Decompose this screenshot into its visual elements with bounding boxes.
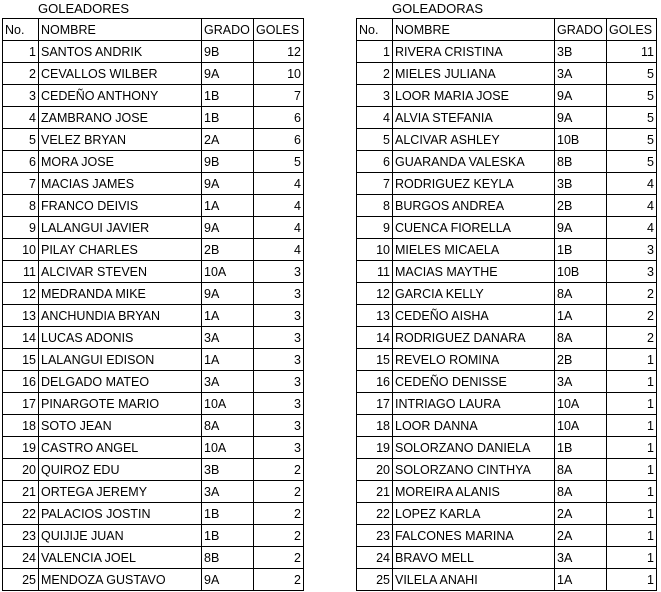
row-number: 5 xyxy=(3,129,39,151)
row-number: 13 xyxy=(357,305,393,327)
table-row xyxy=(3,261,304,283)
row-number: 23 xyxy=(3,525,39,547)
goleadores-table xyxy=(2,18,304,591)
row-name: ANCHUNDIA BRYAN xyxy=(39,305,202,327)
row-goals: 2 xyxy=(254,547,304,569)
table-row xyxy=(357,217,657,239)
header-goles: GOLES xyxy=(607,19,657,41)
table-row xyxy=(357,129,657,151)
table-row xyxy=(357,525,657,547)
row-number: 18 xyxy=(357,415,393,437)
row-number: 21 xyxy=(357,481,393,503)
table-row xyxy=(3,107,304,129)
table-row xyxy=(357,283,657,305)
row-name: LUCAS ADONIS xyxy=(39,327,202,349)
row-number: 14 xyxy=(357,327,393,349)
row-name: QUIJIJE JUAN xyxy=(39,525,202,547)
row-goals: 3 xyxy=(254,371,304,393)
goleadores-block xyxy=(2,0,304,591)
row-grade: 3A xyxy=(202,481,254,503)
row-name: MEDRANDA MIKE xyxy=(39,283,202,305)
row-name: ORTEGA JEREMY xyxy=(39,481,202,503)
row-grade: 9A xyxy=(555,85,607,107)
row-name: CEDEÑO AISHA xyxy=(393,305,555,327)
header-no: No. xyxy=(357,19,393,41)
row-number: 9 xyxy=(357,217,393,239)
header-grado: GRADO xyxy=(555,19,607,41)
row-goals: 2 xyxy=(254,569,304,591)
row-goals: 1 xyxy=(607,503,657,525)
row-number: 8 xyxy=(357,195,393,217)
row-grade: 1B xyxy=(202,107,254,129)
row-grade: 2B xyxy=(202,239,254,261)
table-row xyxy=(3,151,304,173)
row-grade: 3B xyxy=(555,41,607,63)
header-no: No. xyxy=(3,19,39,41)
row-grade: 8B xyxy=(202,547,254,569)
table-row xyxy=(357,173,657,195)
row-grade: 3A xyxy=(202,371,254,393)
row-grade: 9A xyxy=(555,217,607,239)
row-grade: 8A xyxy=(202,415,254,437)
row-number: 22 xyxy=(3,503,39,525)
row-goals: 2 xyxy=(254,481,304,503)
row-number: 20 xyxy=(357,459,393,481)
header-grado: GRADO xyxy=(202,19,254,41)
row-goals: 1 xyxy=(607,415,657,437)
row-goals: 4 xyxy=(254,239,304,261)
row-grade: 1B xyxy=(555,437,607,459)
table-row xyxy=(3,437,304,459)
row-goals: 5 xyxy=(607,63,657,85)
row-name: PINARGOTE MARIO xyxy=(39,393,202,415)
row-number: 1 xyxy=(3,41,39,63)
row-goals: 11 xyxy=(607,41,657,63)
row-name: RIVERA CRISTINA xyxy=(393,41,555,63)
row-goals: 1 xyxy=(607,437,657,459)
table-row xyxy=(3,415,304,437)
table-row xyxy=(357,195,657,217)
table-row xyxy=(3,481,304,503)
row-grade: 2B xyxy=(555,195,607,217)
row-number: 15 xyxy=(3,349,39,371)
row-grade: 3B xyxy=(555,173,607,195)
row-grade: 1B xyxy=(202,525,254,547)
goleadores-body xyxy=(3,41,304,591)
row-number: 12 xyxy=(357,283,393,305)
row-goals: 2 xyxy=(607,327,657,349)
row-number: 16 xyxy=(357,371,393,393)
row-name: SOLORZANO CINTHYA xyxy=(393,459,555,481)
row-goals: 3 xyxy=(607,239,657,261)
row-number: 10 xyxy=(3,239,39,261)
row-goals: 7 xyxy=(254,85,304,107)
row-number: 21 xyxy=(3,481,39,503)
row-number: 13 xyxy=(3,305,39,327)
row-goals: 3 xyxy=(254,261,304,283)
row-name: CUENCA FIORELLA xyxy=(393,217,555,239)
row-name: VALENCIA JOEL xyxy=(39,547,202,569)
table-row xyxy=(3,85,304,107)
row-grade: 1B xyxy=(202,85,254,107)
goleadoras-header-row xyxy=(357,19,657,41)
row-number: 4 xyxy=(3,107,39,129)
table-row xyxy=(3,173,304,195)
row-goals: 4 xyxy=(607,173,657,195)
row-goals: 2 xyxy=(254,525,304,547)
row-number: 15 xyxy=(357,349,393,371)
row-grade: 2A xyxy=(202,129,254,151)
row-name: SOLORZANO DANIELA xyxy=(393,437,555,459)
row-number: 19 xyxy=(357,437,393,459)
row-number: 6 xyxy=(357,151,393,173)
row-goals: 1 xyxy=(607,459,657,481)
header-nombre: NOMBRE xyxy=(39,19,202,41)
row-number: 7 xyxy=(357,173,393,195)
row-name: CEDEÑO ANTHONY xyxy=(39,85,202,107)
row-number: 11 xyxy=(357,261,393,283)
row-name: ALVIA STEFANIA xyxy=(393,107,555,129)
row-name: SANTOS ANDRIK xyxy=(39,41,202,63)
row-goals: 3 xyxy=(254,305,304,327)
row-grade: 9A xyxy=(555,107,607,129)
row-name: REVELO ROMINA xyxy=(393,349,555,371)
row-name: MACIAS JAMES xyxy=(39,173,202,195)
table-row xyxy=(357,261,657,283)
table-row xyxy=(3,459,304,481)
row-goals: 6 xyxy=(254,129,304,151)
row-goals: 3 xyxy=(607,261,657,283)
header-nombre: NOMBRE xyxy=(393,19,555,41)
row-goals: 2 xyxy=(607,305,657,327)
header-goles: GOLES xyxy=(254,19,304,41)
row-grade: 9A xyxy=(202,63,254,85)
row-goals: 5 xyxy=(607,129,657,151)
row-name: MORA JOSE xyxy=(39,151,202,173)
table-row xyxy=(357,151,657,173)
goleadoras-block xyxy=(356,0,657,591)
row-grade: 1B xyxy=(202,503,254,525)
table-row xyxy=(357,459,657,481)
row-name: MIELES JULIANA xyxy=(393,63,555,85)
table-row xyxy=(357,481,657,503)
table-row xyxy=(3,63,304,85)
table-row xyxy=(3,195,304,217)
row-goals: 3 xyxy=(254,437,304,459)
table-row xyxy=(357,305,657,327)
row-grade: 10B xyxy=(555,129,607,151)
row-goals: 4 xyxy=(254,173,304,195)
row-grade: 3B xyxy=(202,459,254,481)
row-name: GUARANDA VALESKA xyxy=(393,151,555,173)
row-name: CEVALLOS WILBER xyxy=(39,63,202,85)
row-number: 3 xyxy=(357,85,393,107)
row-goals: 3 xyxy=(254,349,304,371)
table-row xyxy=(357,371,657,393)
row-grade: 8B xyxy=(555,151,607,173)
row-grade: 10A xyxy=(555,415,607,437)
table-row xyxy=(3,129,304,151)
row-goals: 5 xyxy=(607,107,657,129)
row-number: 8 xyxy=(3,195,39,217)
goleadoras-body xyxy=(357,41,657,591)
row-name: BURGOS ANDREA xyxy=(393,195,555,217)
row-name: SOTO JEAN xyxy=(39,415,202,437)
row-goals: 3 xyxy=(254,327,304,349)
row-name: MIELES MICAELA xyxy=(393,239,555,261)
row-name: INTRIAGO LAURA xyxy=(393,393,555,415)
row-goals: 1 xyxy=(607,569,657,591)
row-name: MACIAS MAYTHE xyxy=(393,261,555,283)
row-number: 3 xyxy=(3,85,39,107)
table-row xyxy=(3,305,304,327)
table-row xyxy=(3,349,304,371)
row-name: LOOR MARIA JOSE xyxy=(393,85,555,107)
table-row xyxy=(357,63,657,85)
row-grade: 10B xyxy=(555,261,607,283)
row-goals: 3 xyxy=(254,415,304,437)
row-name: PALACIOS JOSTIN xyxy=(39,503,202,525)
row-grade: 1B xyxy=(555,239,607,261)
table-row xyxy=(357,569,657,591)
table-row xyxy=(3,217,304,239)
row-goals: 6 xyxy=(254,107,304,129)
row-goals: 1 xyxy=(607,525,657,547)
row-goals: 1 xyxy=(607,371,657,393)
row-goals: 2 xyxy=(254,503,304,525)
row-name: CASTRO ANGEL xyxy=(39,437,202,459)
row-grade: 10A xyxy=(202,393,254,415)
row-number: 2 xyxy=(3,63,39,85)
table-row xyxy=(3,393,304,415)
row-number: 12 xyxy=(3,283,39,305)
row-number: 16 xyxy=(3,371,39,393)
table-row xyxy=(357,85,657,107)
row-number: 14 xyxy=(3,327,39,349)
row-name: ALCIVAR ASHLEY xyxy=(393,129,555,151)
table-row xyxy=(3,283,304,305)
row-goals: 4 xyxy=(254,217,304,239)
goleadores-title: GOLEADORES xyxy=(38,1,130,16)
goleadores-header-row xyxy=(3,19,304,41)
row-name: GARCIA KELLY xyxy=(393,283,555,305)
row-number: 22 xyxy=(357,503,393,525)
row-number: 10 xyxy=(357,239,393,261)
row-number: 20 xyxy=(3,459,39,481)
row-grade: 1A xyxy=(202,349,254,371)
table-row xyxy=(3,239,304,261)
row-name: DELGADO MATEO xyxy=(39,371,202,393)
row-goals: 12 xyxy=(254,41,304,63)
row-grade: 2A xyxy=(555,503,607,525)
row-number: 17 xyxy=(3,393,39,415)
row-goals: 5 xyxy=(607,151,657,173)
row-number: 25 xyxy=(357,569,393,591)
row-goals: 1 xyxy=(607,547,657,569)
row-grade: 10A xyxy=(202,437,254,459)
row-name: LALANGUI EDISON xyxy=(39,349,202,371)
row-name: BRAVO MELL xyxy=(393,547,555,569)
row-name: MOREIRA ALANIS xyxy=(393,481,555,503)
table-row xyxy=(357,393,657,415)
row-number: 9 xyxy=(3,217,39,239)
row-number: 4 xyxy=(357,107,393,129)
row-goals: 4 xyxy=(607,217,657,239)
row-grade: 9B xyxy=(202,41,254,63)
row-grade: 9A xyxy=(202,173,254,195)
row-grade: 3A xyxy=(555,547,607,569)
row-grade: 9A xyxy=(202,283,254,305)
row-number: 17 xyxy=(357,393,393,415)
row-grade: 8A xyxy=(555,283,607,305)
row-goals: 2 xyxy=(254,459,304,481)
table-row xyxy=(357,107,657,129)
row-grade: 1A xyxy=(202,305,254,327)
row-name: VELEZ BRYAN xyxy=(39,129,202,151)
row-number: 24 xyxy=(357,547,393,569)
row-grade: 9A xyxy=(202,569,254,591)
row-grade: 2B xyxy=(555,349,607,371)
row-name: FRANCO DEIVIS xyxy=(39,195,202,217)
row-grade: 10A xyxy=(555,393,607,415)
table-row xyxy=(3,327,304,349)
row-number: 11 xyxy=(3,261,39,283)
row-goals: 10 xyxy=(254,63,304,85)
table-row xyxy=(3,41,304,63)
row-grade: 3A xyxy=(555,63,607,85)
row-grade: 9B xyxy=(202,151,254,173)
row-goals: 1 xyxy=(607,393,657,415)
goleadoras-table xyxy=(356,18,657,591)
table-row xyxy=(3,371,304,393)
row-grade: 2A xyxy=(555,525,607,547)
row-grade: 3A xyxy=(202,327,254,349)
table-row xyxy=(357,503,657,525)
row-number: 1 xyxy=(357,41,393,63)
row-goals: 4 xyxy=(607,195,657,217)
row-grade: 10A xyxy=(202,261,254,283)
row-goals: 5 xyxy=(254,151,304,173)
row-goals: 1 xyxy=(607,481,657,503)
row-name: VILELA ANAHI xyxy=(393,569,555,591)
row-grade: 8A xyxy=(555,459,607,481)
table-row xyxy=(357,349,657,371)
row-grade: 3A xyxy=(555,371,607,393)
table-row xyxy=(3,569,304,591)
row-number: 18 xyxy=(3,415,39,437)
row-name: LOOR DANNA xyxy=(393,415,555,437)
table-row xyxy=(3,525,304,547)
row-name: FALCONES MARINA xyxy=(393,525,555,547)
row-grade: 8A xyxy=(555,327,607,349)
table-row xyxy=(3,547,304,569)
row-name: CEDEÑO DENISSE xyxy=(393,371,555,393)
row-name: RODRIGUEZ DANARA xyxy=(393,327,555,349)
table-row xyxy=(357,239,657,261)
row-goals: 4 xyxy=(254,195,304,217)
table-row xyxy=(357,547,657,569)
row-goals: 1 xyxy=(607,349,657,371)
row-number: 24 xyxy=(3,547,39,569)
row-name: QUIROZ EDU xyxy=(39,459,202,481)
row-goals: 3 xyxy=(254,393,304,415)
row-number: 19 xyxy=(3,437,39,459)
goleadoras-title: GOLEADORAS xyxy=(392,1,484,16)
table-row xyxy=(3,503,304,525)
row-name: RODRIGUEZ KEYLA xyxy=(393,173,555,195)
table-row xyxy=(357,41,657,63)
row-grade: 1A xyxy=(202,195,254,217)
table-row xyxy=(357,437,657,459)
row-grade: 1A xyxy=(555,305,607,327)
row-goals: 2 xyxy=(607,283,657,305)
row-name: ZAMBRANO JOSE xyxy=(39,107,202,129)
row-number: 7 xyxy=(3,173,39,195)
row-name: ALCIVAR STEVEN xyxy=(39,261,202,283)
row-name: PILAY CHARLES xyxy=(39,239,202,261)
row-goals: 3 xyxy=(254,283,304,305)
row-number: 25 xyxy=(3,569,39,591)
row-name: LOPEZ KARLA xyxy=(393,503,555,525)
row-grade: 9A xyxy=(202,217,254,239)
row-goals: 5 xyxy=(607,85,657,107)
table-row xyxy=(357,415,657,437)
row-name: MENDOZA GUSTAVO xyxy=(39,569,202,591)
row-name: LALANGUI JAVIER xyxy=(39,217,202,239)
row-grade: 8A xyxy=(555,481,607,503)
row-number: 5 xyxy=(357,129,393,151)
row-number: 2 xyxy=(357,63,393,85)
table-row xyxy=(357,327,657,349)
row-number: 6 xyxy=(3,151,39,173)
row-grade: 1A xyxy=(555,569,607,591)
row-number: 23 xyxy=(357,525,393,547)
